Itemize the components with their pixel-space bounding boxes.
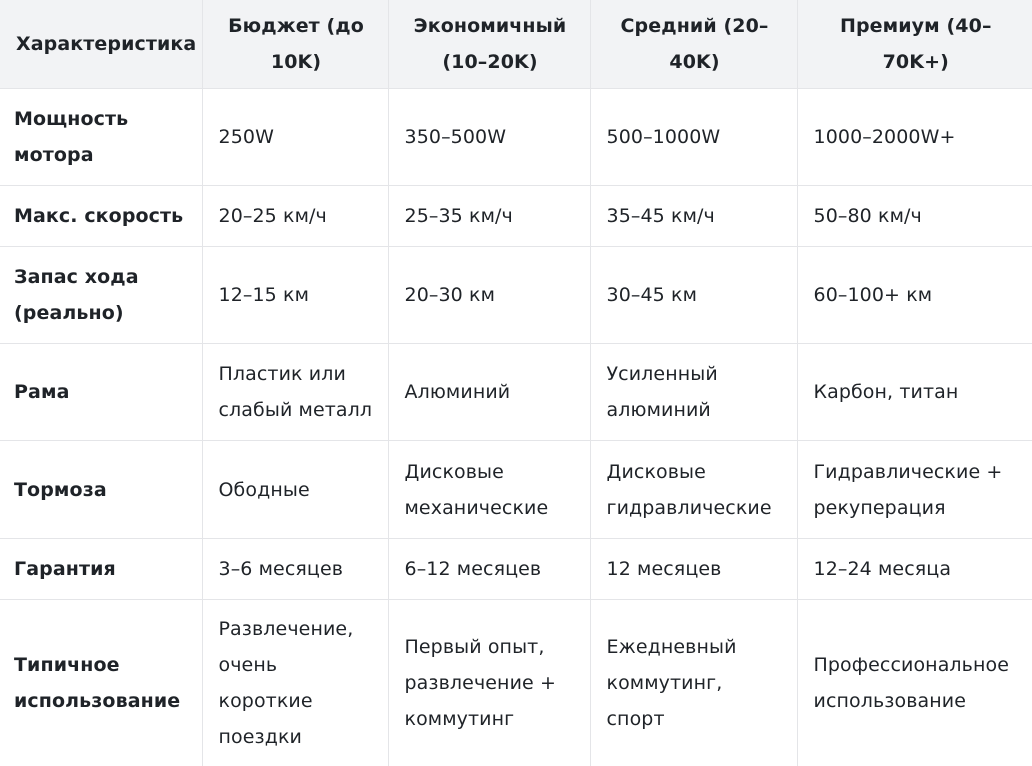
table-cell: Ежедневный коммутинг, спорт bbox=[590, 600, 797, 766]
table-cell: 25–35 км/ч bbox=[388, 186, 590, 247]
table-header bbox=[0, 0, 1032, 89]
table-row bbox=[0, 344, 1032, 441]
table-cell: Профессиональное использование bbox=[797, 600, 1032, 766]
header-premium: Премиум (40–70K+) bbox=[797, 0, 1032, 89]
table-cell: 1000–2000W+ bbox=[797, 89, 1032, 186]
table-cell: Гидравлические + рекуперация bbox=[797, 441, 1032, 539]
header-characteristic: Характеристика bbox=[0, 0, 202, 89]
table-cell: Развлечение, очень короткие поездки bbox=[202, 600, 388, 766]
table-row bbox=[0, 186, 1032, 247]
row-label: Мощность мотора bbox=[0, 89, 202, 186]
table-cell: Первый опыт, развлечение + коммутинг bbox=[388, 600, 590, 766]
table-cell: 500–1000W bbox=[590, 89, 797, 186]
table-cell: Ободные bbox=[202, 441, 388, 539]
row-label: Макс. скорость bbox=[0, 186, 202, 247]
table-cell: 12–15 км bbox=[202, 247, 388, 344]
table-cell: Карбон, титан bbox=[797, 344, 1032, 441]
table-row bbox=[0, 441, 1032, 539]
row-label: Запас хода (реально) bbox=[0, 247, 202, 344]
table-cell: 350–500W bbox=[388, 89, 590, 186]
table-row bbox=[0, 89, 1032, 186]
table-row bbox=[0, 247, 1032, 344]
row-label: Гарантия bbox=[0, 539, 202, 600]
table-row bbox=[0, 539, 1032, 600]
table-cell: 50–80 км/ч bbox=[797, 186, 1032, 247]
row-label: Тормоза bbox=[0, 441, 202, 539]
header-budget: Бюджет (до 10K) bbox=[202, 0, 388, 89]
table-cell: 20–25 км/ч bbox=[202, 186, 388, 247]
table-body bbox=[0, 89, 1032, 766]
row-label: Рама bbox=[0, 344, 202, 441]
table-cell: Дисковые механические bbox=[388, 441, 590, 539]
table-cell: 60–100+ км bbox=[797, 247, 1032, 344]
table-cell: Дисковые гидравлические bbox=[590, 441, 797, 539]
table-cell: Алюминий bbox=[388, 344, 590, 441]
header-economy: Экономичный (10–20K) bbox=[388, 0, 590, 89]
table-cell: 250W bbox=[202, 89, 388, 186]
table-cell: Пластик или слабый металл bbox=[202, 344, 388, 441]
table-cell: 35–45 км/ч bbox=[590, 186, 797, 247]
table-cell: 3–6 месяцев bbox=[202, 539, 388, 600]
table-cell: 6–12 месяцев bbox=[388, 539, 590, 600]
table-cell: 12–24 месяца bbox=[797, 539, 1032, 600]
table-cell: 20–30 км bbox=[388, 247, 590, 344]
table-cell: 12 месяцев bbox=[590, 539, 797, 600]
header-mid: Средний (20–40K) bbox=[590, 0, 797, 89]
row-label: Типичное использование bbox=[0, 600, 202, 766]
table-cell: Усиленный алюминий bbox=[590, 344, 797, 441]
table-cell: 30–45 км bbox=[590, 247, 797, 344]
table-row bbox=[0, 600, 1032, 766]
header-row bbox=[0, 0, 1032, 89]
